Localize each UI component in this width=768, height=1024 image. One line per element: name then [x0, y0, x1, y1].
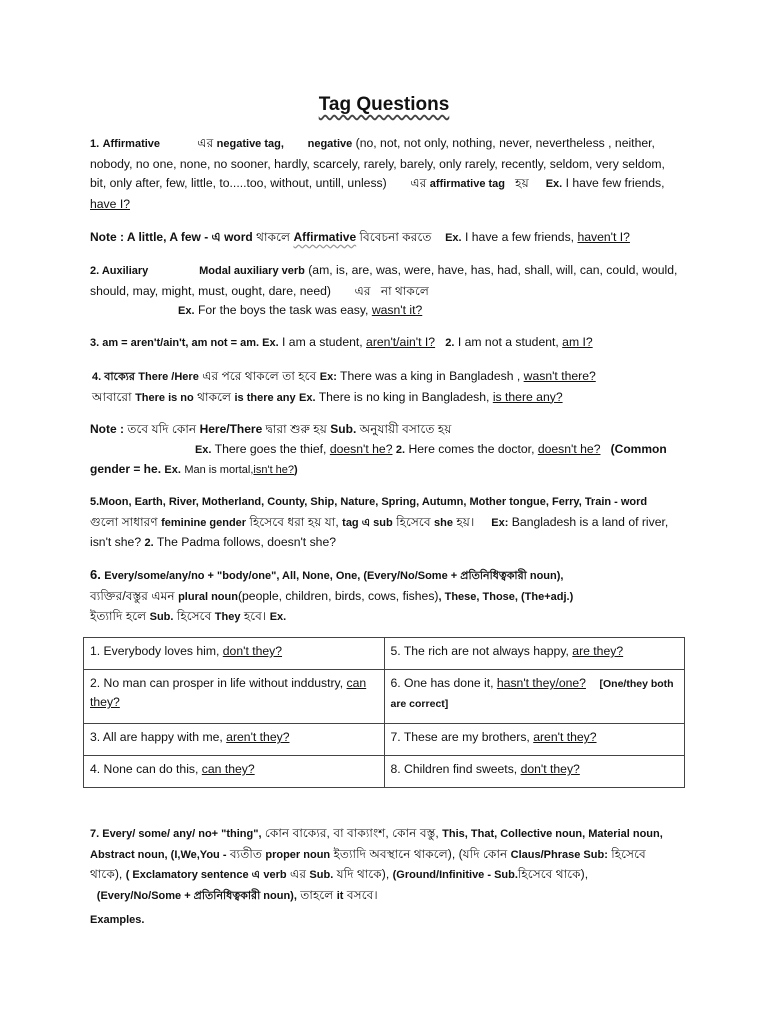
tag-answer: are they? [572, 644, 624, 658]
bengali-text: হবে। [243, 609, 267, 623]
bengali-text: অনুযায়ী বসাতে হয় [359, 422, 452, 436]
rule-heading: 7. Every/ some/ any/ no+ "thing", [90, 828, 262, 840]
keyword: Here/There [199, 422, 263, 436]
examples-label: Examples. [90, 914, 145, 926]
keyword: There /Here [138, 371, 199, 383]
bengali-text: ব্যতীত [229, 846, 262, 861]
tag-answer: isn't he? [253, 464, 295, 476]
keyword: Sub. [330, 422, 357, 436]
bengali-text: বিবেচনা করতে [359, 230, 432, 244]
example-text: 3. All are happy with me, [90, 730, 223, 744]
example-text: There goes the thief, [214, 441, 327, 456]
bengali-text: ইত্যাদি হলে [90, 609, 147, 623]
example-text: 7. These are my brothers, [390, 730, 530, 744]
bengali-text: কোন বাক্যের, বা বাক্যাংশ, কোন বস্তু, [264, 826, 439, 840]
tag-answer: can they? [201, 762, 255, 776]
keyword: They [214, 611, 241, 623]
note-label: Note : [90, 422, 124, 436]
keyword: ( Exclamatory sentence এ [125, 869, 261, 881]
plural-noun-list: (people, children, birds, cows, fishes) [237, 588, 439, 603]
table-row [84, 670, 685, 724]
example-text: I have few friends, [565, 176, 665, 190]
example-label: Ex. [178, 305, 195, 317]
rule-6-paragraph [90, 565, 680, 628]
keyword: Affirmative [293, 230, 357, 244]
keyword: tag এ sub [342, 516, 393, 529]
example-number: 2. [395, 443, 406, 456]
keyword: There is no [135, 391, 194, 404]
rule-heading: 2. Auxiliary [90, 265, 149, 277]
tag-answer: doesn't he? [329, 441, 393, 456]
keyword: it [336, 889, 344, 902]
examples-heading [90, 910, 680, 931]
negative-word-list: (no, not, not only, nothing, never, nevertheless , neither, nobody, no one, none, no sooner, hardly, scarcely, rarely, barely, only rarely, recently, seldom, very seldom, bit, only after, few, little, to.....too, without, untill, unless) [90, 136, 665, 190]
example-number: 2. [144, 537, 154, 549]
example-text: I am a student, [282, 335, 363, 349]
example-text: Bangladesh is a land of river, isn't she? [90, 514, 669, 549]
example-text: 4. None can do this, [90, 762, 199, 776]
tag-answer: doesn't he? [537, 441, 601, 456]
example-text: Man is mortal, [184, 464, 254, 476]
keyword: Modal auxiliary verb [199, 265, 305, 277]
keyword: Sub. [149, 611, 174, 623]
keyword: is there any [234, 391, 296, 404]
tag-answer: have I? [90, 196, 130, 211]
example-text: I am not a student, [457, 335, 559, 349]
example-label: Ex. [299, 391, 316, 404]
examples-table [83, 637, 685, 788]
bengali-text: দ্বারা শুরু হয় [265, 422, 327, 436]
table-cell [384, 756, 685, 788]
note-label: Note : A little, A few - এ [90, 230, 221, 244]
tag-answer: am I? [562, 335, 593, 349]
bengali-text: ব্যক্তির/বস্তুর এমন [90, 588, 175, 603]
keyword: Claus/Phrase Sub: [510, 848, 608, 861]
example-text: There is no king in Bangladesh, [318, 389, 490, 404]
tag-answer: don't they? [520, 762, 580, 776]
keyword: Sub. [309, 869, 334, 881]
bengali-text: হিসেবে ধরা হয় যা, [249, 514, 339, 529]
example-text: The Padma follows, doesn't she? [156, 535, 337, 549]
keyword: negative [307, 138, 353, 150]
bengali-text: এর [197, 136, 214, 150]
bengali-text: হয়। [456, 514, 475, 529]
tag-answer: aren't they? [533, 730, 597, 744]
tag-answer: hasn't they/one? [496, 676, 586, 690]
example-text: 8. Children find sweets, [390, 762, 518, 776]
keyword: word [224, 230, 253, 244]
bengali-text: (যদি কোন [458, 846, 508, 861]
example-label: Ex. [194, 443, 212, 456]
keyword: This, That, Collective noun, Material noun, Abstract noun, (I,We,You - [90, 828, 663, 861]
example-label: Ex: [319, 371, 337, 383]
rule-heading: Every/some/any/no + "body/one", All, None, One, (Every/No/Some + প্রতিনিধিত্বকারী noun), [104, 570, 564, 582]
note-1-paragraph [90, 228, 690, 249]
example-text: I have a few friends, [465, 230, 575, 244]
bengali-text: তাহলে [300, 887, 334, 902]
bengali-text: না থাকলে [380, 283, 429, 298]
bengali-text: এর [202, 369, 219, 383]
bengali-text: বসবে। [346, 887, 378, 902]
table-cell [84, 724, 385, 756]
tag-answer: aren't/ain't I? [366, 335, 436, 349]
example-text: 5. The rich are not always happy, [390, 644, 569, 658]
rule-number: 1. [90, 138, 100, 150]
bengali-text: পরে থাকলে [221, 369, 279, 383]
closing-paren: ) [294, 464, 298, 476]
tag-answer: wasn't there? [523, 369, 596, 383]
table-cell [384, 638, 685, 670]
example-label: Ex: [491, 516, 509, 529]
tag-answer: can they? [90, 676, 367, 709]
rule-7-paragraph [90, 824, 680, 906]
table-cell [384, 670, 685, 724]
bengali-text: থাকলে [256, 230, 291, 244]
example-label: Ex. [545, 178, 563, 190]
example-label: Ex. [269, 611, 287, 623]
keyword: proper noun [265, 848, 331, 861]
table-cell [384, 724, 685, 756]
bengali-text: তা হবে [282, 369, 317, 383]
note-text: [One/they both are correct] [390, 678, 674, 710]
note-2-paragraph [90, 420, 685, 481]
keyword: verb [263, 869, 287, 881]
keyword: , These, Those, (The+adj.) [438, 590, 574, 603]
example-number: 2. [445, 337, 455, 349]
example-text: 2. No man can prosper in life without inddustry, [90, 676, 344, 690]
tag-answer: wasn't it? [371, 303, 423, 317]
table-cell [84, 670, 385, 724]
rule-1-paragraph [90, 134, 680, 214]
bengali-text: হিসেবে থাকে), [90, 846, 646, 881]
bengali-text: হিসেবে [396, 514, 431, 529]
keyword: Affirmative [102, 138, 161, 150]
keyword: plural noun [178, 590, 238, 603]
example-label: Ex. [445, 232, 462, 244]
tag-answer: aren't they? [226, 730, 290, 744]
table-row [84, 638, 685, 670]
bengali-text: এর [290, 867, 307, 881]
table-row [84, 756, 685, 788]
rule-2-paragraph [90, 261, 680, 322]
keyword: she [434, 516, 453, 529]
rule-5-paragraph [90, 492, 680, 554]
table-row [84, 724, 685, 756]
bengali-text: ইত্যাদি অবস্থানে থাকলে), [333, 846, 456, 861]
table-cell [84, 756, 385, 788]
rule-heading: 5.Moon, Earth, River, Motherland, County, Ship, Nature, Spring, Autumn, Mother tongue, Ferry, Train - word [90, 496, 648, 508]
bengali-text: আবারো [92, 389, 132, 404]
tag-answer: haven't I? [577, 230, 630, 244]
keyword: (Every/No/Some + প্রতিনিধিত্বকারী noun), [96, 889, 297, 902]
bengali-text: হয় [515, 176, 529, 190]
bengali-text: তবে যদি কোন [127, 422, 197, 436]
example-text: Here comes the doctor, [408, 441, 535, 456]
example-text: For the boys the task was easy, [197, 303, 369, 317]
auxiliary-list: (am, is, are, was, were, have, has, had, shall, will, can, could, would, should, may, might, must, ought, dare, need) [90, 263, 678, 298]
common-gender-note: (Common gender = he. [90, 441, 667, 476]
rule-number: 6. [90, 567, 101, 582]
bengali-text: যদি থাকে), [336, 867, 390, 881]
keyword: (Ground/Infinitive - Sub. [392, 869, 518, 881]
bengali-text: হিসেবে [176, 609, 212, 623]
keyword: feminine gender [161, 516, 247, 529]
table-cell [84, 638, 385, 670]
example-text: There was a king in Bangladesh , [340, 369, 521, 383]
bengali-text: হিসেবে থাকে), [517, 867, 589, 881]
bengali-text: থাকলে [197, 389, 232, 404]
rule-4-paragraph [92, 367, 682, 408]
rule-heading: 3. am = aren't/ain't, am not = am. Ex. [90, 337, 279, 349]
keyword: affirmative tag [429, 178, 505, 190]
tag-answer: is there any? [492, 389, 563, 404]
keyword: negative tag, [216, 138, 284, 150]
bengali-text: এর [354, 283, 371, 298]
example-text: 1. Everybody loves him, [90, 644, 220, 658]
page-title: Tag Questions [318, 94, 450, 115]
tag-answer: don't they? [222, 644, 283, 658]
rule-heading: 4. বাক্যের [92, 371, 135, 383]
example-text: 6. One has done it, [390, 676, 494, 690]
bengali-text: গুলো সাধারণ [90, 514, 158, 529]
rule-3-paragraph [90, 333, 690, 354]
bengali-text: এর [410, 176, 427, 190]
example-label: Ex. [164, 464, 181, 476]
